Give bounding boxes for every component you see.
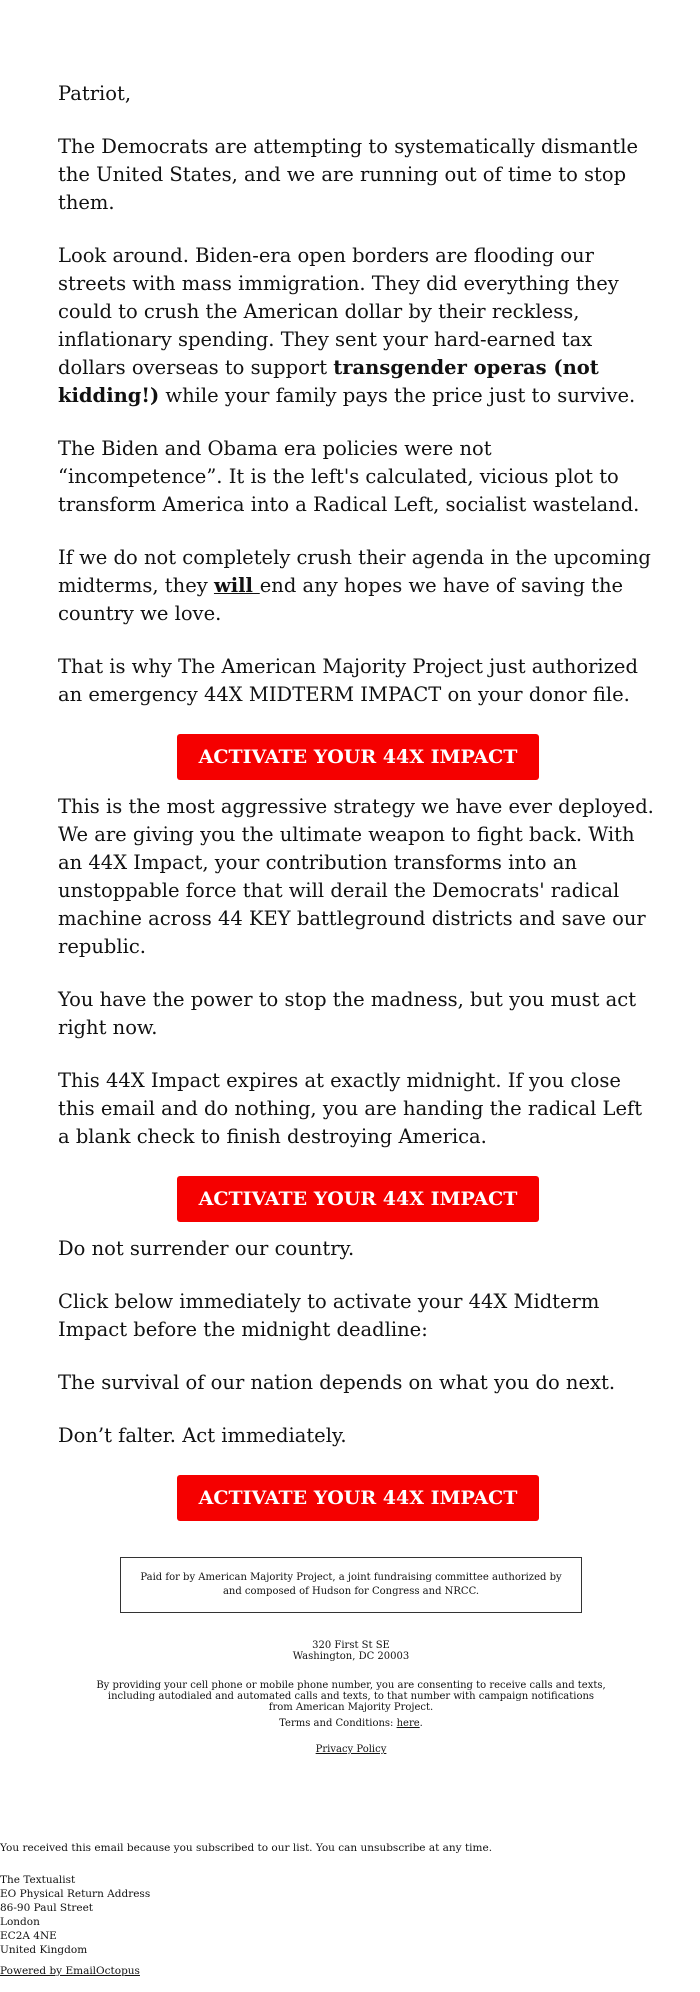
paragraph-text: Look around. Biden-era open borders are flooding our streets with mass immigration. They did everything they could to crush the American dollar by their reckless, inflationary spending. They sent your hard-earned tax dollars overseas to support: [58, 244, 619, 379]
terms-suffix: .: [419, 1718, 423, 1729]
activate-impact-button[interactable]: ACTIVATE YOUR 44X IMPACT: [177, 1475, 539, 1521]
activate-impact-button[interactable]: ACTIVATE YOUR 44X IMPACT: [177, 1176, 539, 1222]
sender-address-line: EO Physical Return Address: [0, 1888, 151, 1900]
paragraph: Do not surrender our country.: [58, 1237, 355, 1260]
privacy-policy-link[interactable]: Privacy Policy: [315, 1744, 387, 1755]
emphasis-text: will: [213, 574, 260, 597]
address-line: 320 First St SE: [312, 1640, 390, 1651]
powered-by-line: [0, 1964, 140, 1978]
activate-impact-button[interactable]: ACTIVATE YOUR 44X IMPACT: [177, 734, 539, 780]
sms-consent-text: By providing your cell phone or mobile phone number, you are consenting to receive calls and texts, including autodialed and automated calls and texts, to that number with campaign notifications from American Majority Project.: [96, 1680, 606, 1713]
paragraph: This 44X Impact expires at exactly midnight. If you close this email and do nothing, you are handing the radical Left a blank check to finish destroying America.: [58, 1069, 643, 1148]
email-body: [58, 80, 658, 1521]
powered-by-link[interactable]: Powered by EmailOctopus: [0, 1965, 140, 1977]
sender-address-line: London: [0, 1916, 40, 1928]
terms-line: [96, 1718, 606, 1729]
subscription-notice: You received this email because you subscribed to our list. You can unsubscribe at any time.: [0, 1842, 493, 1854]
paragraph: [58, 242, 658, 410]
paragraph-text: while your family pays the price just to survive.: [159, 384, 636, 407]
paragraph: That is why The American Majority Project just authorized an emergency 44X MIDTERM IMPACT on your donor file.: [58, 655, 638, 706]
terms-label: Terms and Conditions:: [279, 1718, 397, 1729]
sender-address-line: EC2A 4NE: [0, 1930, 57, 1942]
paragraph: You have the power to stop the madness, but you must act right now.: [58, 988, 637, 1039]
paragraph: [58, 544, 658, 628]
cta-container: [58, 1176, 658, 1222]
paragraph: Don’t falter. Act immediately.: [58, 1424, 347, 1447]
paragraph: The survival of our nation depends on what you do next.: [58, 1371, 616, 1394]
sender-address-line: United Kingdom: [0, 1944, 88, 1956]
paragraph: The Democrats are attempting to systematically dismantle the United States, and we are running out of time to stop them.: [58, 135, 639, 214]
emphasis-text: transgender operas (not kidding!): [58, 356, 599, 407]
sender-address-line: The Textualist: [0, 1874, 76, 1886]
paid-for-disclaimer: Paid for by American Majority Project, a joint fundraising committee authorized by and composed of Hudson for Congress and NRCC.: [120, 1557, 582, 1613]
paragraph: Click below immediately to activate your 44X Midterm Impact before the midnight deadline:: [58, 1290, 600, 1341]
paragraph: This is the most aggressive strategy we have ever deployed. We are giving you the ultimate weapon to fight back. With an 44X Impact, your contribution transforms into an unstoppable force that will derail the Democrats' radical machine across 44 KEY battleground districts and save our republic.: [58, 795, 654, 958]
privacy-line: [96, 1744, 606, 1755]
cta-container: [58, 1475, 658, 1521]
cta-container: [58, 734, 658, 780]
paragraph: The Biden and Obama era policies were not “incompetence”. It is the left's calculated, vicious plot to transform America into a Radical Left, socialist wasteland.: [58, 437, 640, 516]
sender-address-line: 86-90 Paul Street: [0, 1902, 93, 1914]
paragraph-text: If we do not completely crush their agenda in the upcoming midterms, they: [58, 546, 651, 597]
address-line: Washington, DC 20003: [292, 1651, 410, 1662]
greeting: Patriot,: [58, 82, 132, 105]
paragraph-text: end any hopes we have of saving the country we love.: [58, 574, 624, 625]
mailing-address: [96, 1640, 606, 1662]
terms-link[interactable]: here: [396, 1718, 420, 1729]
sender-address: [0, 1873, 150, 1957]
